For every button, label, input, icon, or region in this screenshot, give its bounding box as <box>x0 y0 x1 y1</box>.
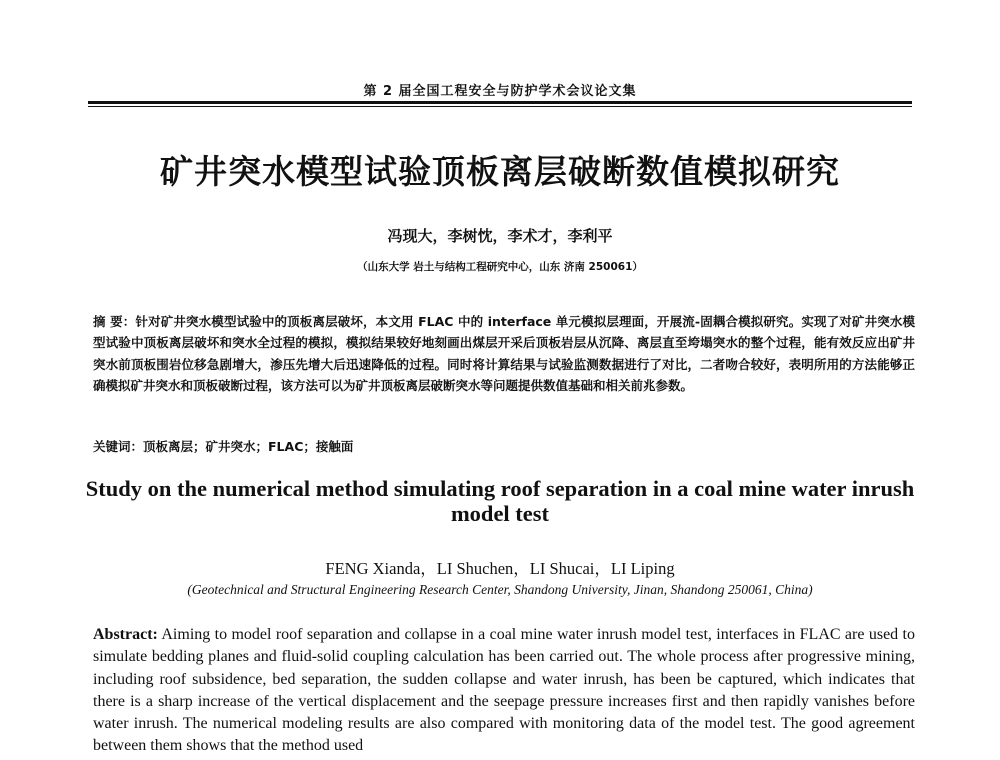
abstract-chinese <box>93 311 915 397</box>
abstract-text-chinese: 针对矿井突水模型试验中的顶板离层破坏，本文用 FLAC 中的 interface 单元模拟层理面，开展流-固耦合模拟研究。实现了对矿井突水模型试验中顶板离层破坏和突水全过程的模拟，模拟结果较好地刻画出煤层开采后顶板岩层从沉降、离层直至垮塌突水的整个过程，能有效反应出矿井突水前顶板围岩位移急剧增大，渗压先增大后迅速降低的过程。同时将计算结果与试验监测数据进行了对比，二者吻合较好，表明所用的方法能够正确模拟矿井突水和顶板破断过程，该方法可以为矿井顶板离层破断突水等问题提供数值基础和相关前兆参数。 <box>93 314 915 394</box>
keywords-label-chinese: 关键词： <box>93 439 144 454</box>
abstract-english <box>93 624 915 758</box>
abstract-label-chinese: 摘 要： <box>93 314 136 329</box>
abstract-text-english: Aiming to model roof separation and collapse in a coal mine water inrush model test, interfaces in FLAC are used to simulate bedding planes and fluid-solid coupling calculation has been carried out. The whole process after progressive mining, including roof subsidence, bed separation, the sudden collapse and water inrush, has been be captured, which indicates that there is a sharp increase of the vertical displacement and the seepage pressure increases first and then rapidly vanishes before water inrush. The numerical modeling results are also compared with monitoring data of the model test. The good agreement between them shows that the method used <box>93 626 915 755</box>
title-chinese: 矿井突水模型试验顶板离层破断数值模拟研究 <box>160 152 840 191</box>
authors-english: FENG Xianda，LI Shuchen，LI Shucai，LI Liping <box>325 559 675 578</box>
running-header: 第 2 届全国工程安全与防护学术会议论文集 <box>363 84 637 99</box>
keywords-chinese <box>93 437 915 457</box>
header-rule-thin <box>88 106 912 107</box>
title-english: Study on the numerical method simulating roof separation in a coal mine water inrush model test <box>85 476 915 526</box>
affiliation-chinese: （山东大学 岩土与结构工程研究中心，山东 济南 250061） <box>357 261 643 273</box>
abstract-label-english: Abstract: <box>93 626 158 643</box>
affiliation-english: (Geotechnical and Structural Engineering Research Center, Shandong University, Jinan, Shandong 250061, China) <box>187 582 813 597</box>
authors-chinese: 冯现大，李树忱，李术才，李利平 <box>387 227 613 245</box>
keywords-text-chinese: 顶板离层；矿井突水；FLAC；接触面 <box>143 439 354 454</box>
header-rule-thick <box>88 101 912 104</box>
